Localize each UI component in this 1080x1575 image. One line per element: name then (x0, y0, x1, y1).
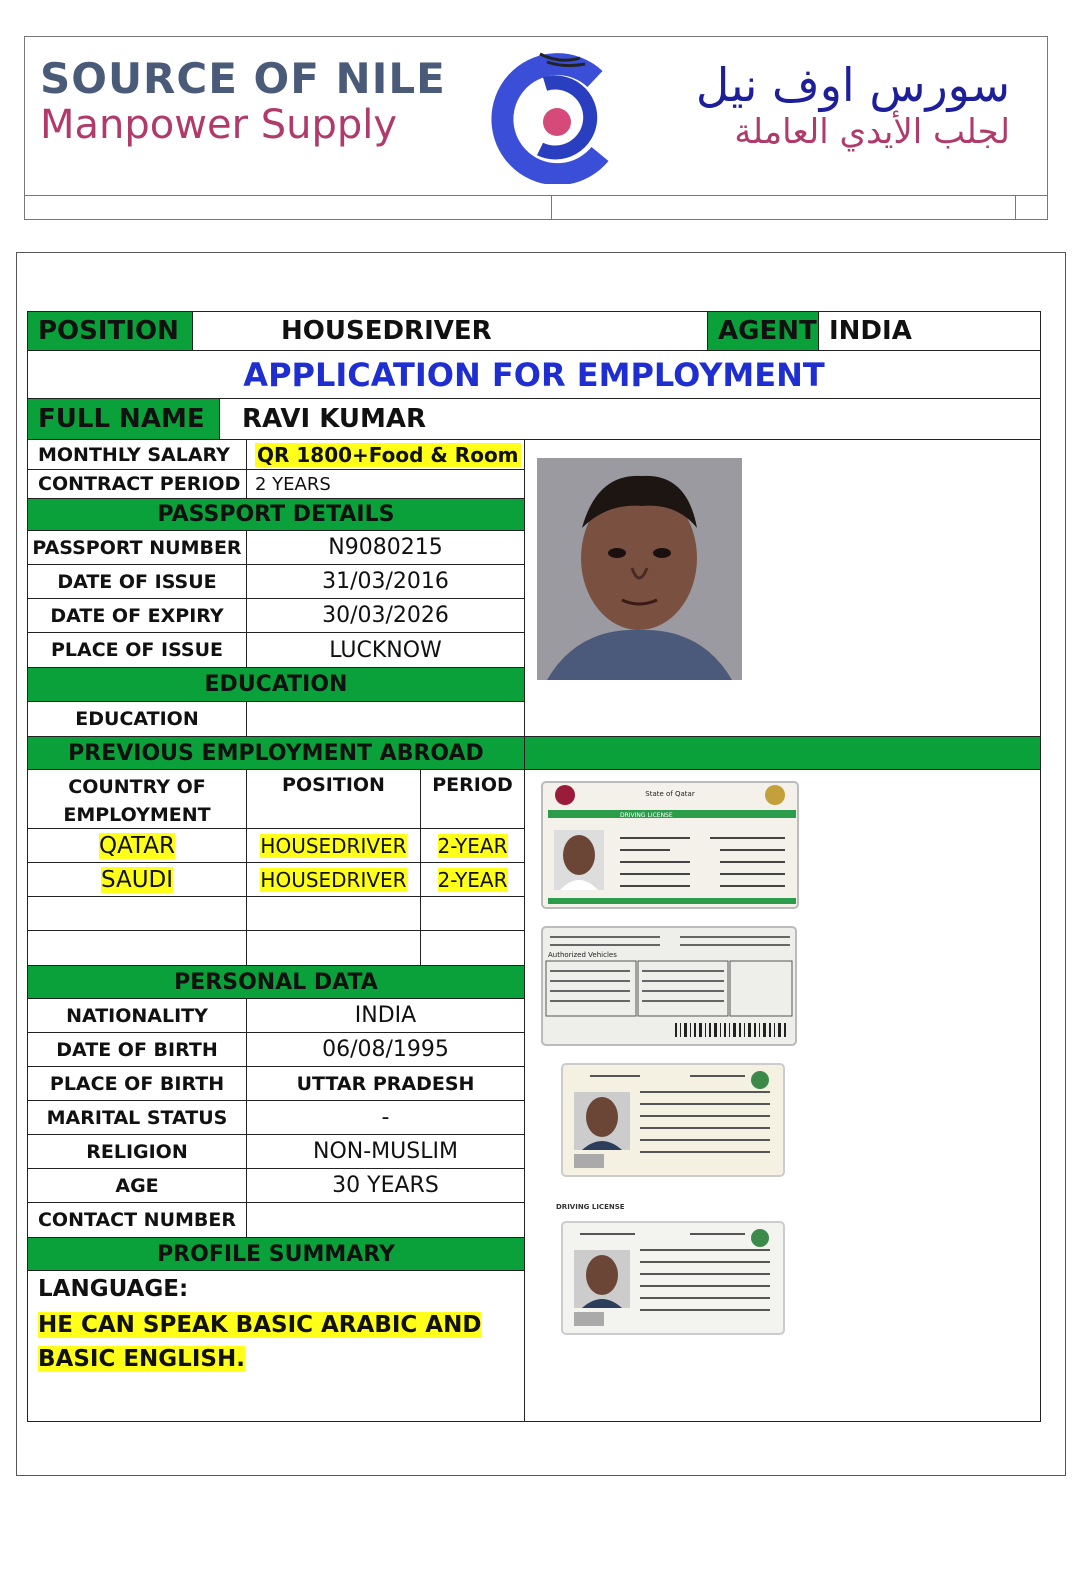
issue-place-value: LUCKNOW (246, 632, 525, 668)
pob-value: UTTAR PRADESH (246, 1066, 525, 1101)
qatar-license-front (540, 780, 800, 910)
employment-period: 2-YEAR (437, 833, 508, 858)
qatar-back-heading: Authorized Vehicles (548, 951, 617, 959)
education-heading: EDUCATION (27, 667, 525, 702)
position-value: HOUSEDRIVER (192, 311, 708, 351)
contract-value: 2 YEARS (246, 469, 525, 499)
saudi-license-caption: DRIVING LICENSE (556, 1203, 625, 1211)
passport-heading: PASSPORT DETAILS (27, 498, 525, 531)
company-logo (485, 44, 635, 184)
employment-country-header: COUNTRY OF EMPLOYMENT (27, 769, 247, 829)
pob-label: PLACE OF BIRTH (27, 1066, 247, 1101)
employment-empty-cell (246, 896, 421, 931)
employment-position-header: POSITION (246, 769, 421, 829)
position-label: POSITION (27, 311, 193, 351)
employment-heading-extension (524, 736, 1041, 770)
company-name-ar: سورس اوف نيل (695, 58, 1010, 112)
applicant-photo (537, 458, 742, 680)
expiry-date-label: DATE OF EXPIRY (27, 598, 247, 633)
employment-position: HOUSEDRIVER (260, 833, 407, 858)
company-tagline-ar: لجلب الأيدي العاملة (734, 112, 1010, 152)
qatar-license-back (540, 925, 798, 1047)
employment-empty-cell (246, 930, 421, 966)
language-text-highlight: HE CAN SPEAK BASIC ARABIC AND BASIC ENGLISH. (38, 1312, 482, 1372)
issue-date-label: DATE OF ISSUE (27, 564, 247, 599)
profile-heading: PROFILE SUMMARY (27, 1237, 525, 1271)
company-tagline-en: Manpower Supply (40, 102, 398, 148)
employment-empty-cell (27, 930, 247, 966)
employment-period: 2-YEAR (437, 867, 508, 892)
marital-value: - (246, 1100, 525, 1135)
religion-label: RELIGION (27, 1134, 247, 1169)
agent-value: INDIA (818, 311, 1041, 351)
employment-position: HOUSEDRIVER (260, 867, 407, 892)
issue-place-label: PLACE OF ISSUE (27, 632, 247, 668)
expiry-date-value: 30/03/2026 (246, 598, 525, 633)
employment-empty-cell (27, 896, 247, 931)
salary-label: MONTHLY SALARY (27, 439, 247, 470)
employment-empty-cell (420, 896, 525, 931)
personal-heading: PERSONAL DATA (27, 965, 525, 999)
age-value: 30 YEARS (246, 1168, 525, 1203)
nationality-label: NATIONALITY (27, 998, 247, 1033)
full-name-value: RAVI KUMAR (219, 398, 1041, 440)
saudi-id-card (560, 1062, 786, 1178)
dob-label: DATE OF BIRTH (27, 1032, 247, 1067)
full-name-label: FULL NAME (27, 398, 220, 440)
column-divider (524, 439, 525, 1422)
education-label: EDUCATION (27, 701, 247, 737)
nationality-value: INDIA (246, 998, 525, 1033)
saudi-driving-license (560, 1220, 786, 1336)
employment-heading: PREVIOUS EMPLOYMENT ABROAD (27, 736, 525, 770)
employment-country: SAUDI (100, 866, 174, 893)
agent-label: AGENT (707, 311, 819, 351)
employment-country: QATAR (98, 832, 176, 859)
employment-period-header: PERIOD (420, 769, 525, 829)
qatar-license-subtitle: DRIVING LICENSE (620, 812, 673, 819)
language-label: LANGUAGE: (38, 1276, 189, 1302)
dob-value: 06/08/1995 (246, 1032, 525, 1067)
marital-label: MARITAL STATUS (27, 1100, 247, 1135)
contract-label: CONTRACT PERIOD (27, 469, 247, 499)
contact-value (246, 1202, 525, 1238)
qatar-license-title: State of Qatar (645, 790, 695, 798)
salary-value: QR 1800+Food & Room (257, 442, 519, 467)
page-title: APPLICATION FOR EMPLOYMENT (27, 350, 1041, 399)
company-name-en: SOURCE OF NILE (40, 54, 446, 103)
education-value (246, 701, 525, 737)
issue-date-value: 31/03/2016 (246, 564, 525, 599)
passport-number-label: PASSPORT NUMBER (27, 530, 247, 565)
contact-label: CONTACT NUMBER (27, 1202, 247, 1238)
employment-empty-cell (420, 930, 525, 966)
passport-number-value: N9080215 (246, 530, 525, 565)
language-text (38, 1308, 508, 1376)
age-label: AGE (27, 1168, 247, 1203)
religion-value: NON-MUSLIM (246, 1134, 525, 1169)
